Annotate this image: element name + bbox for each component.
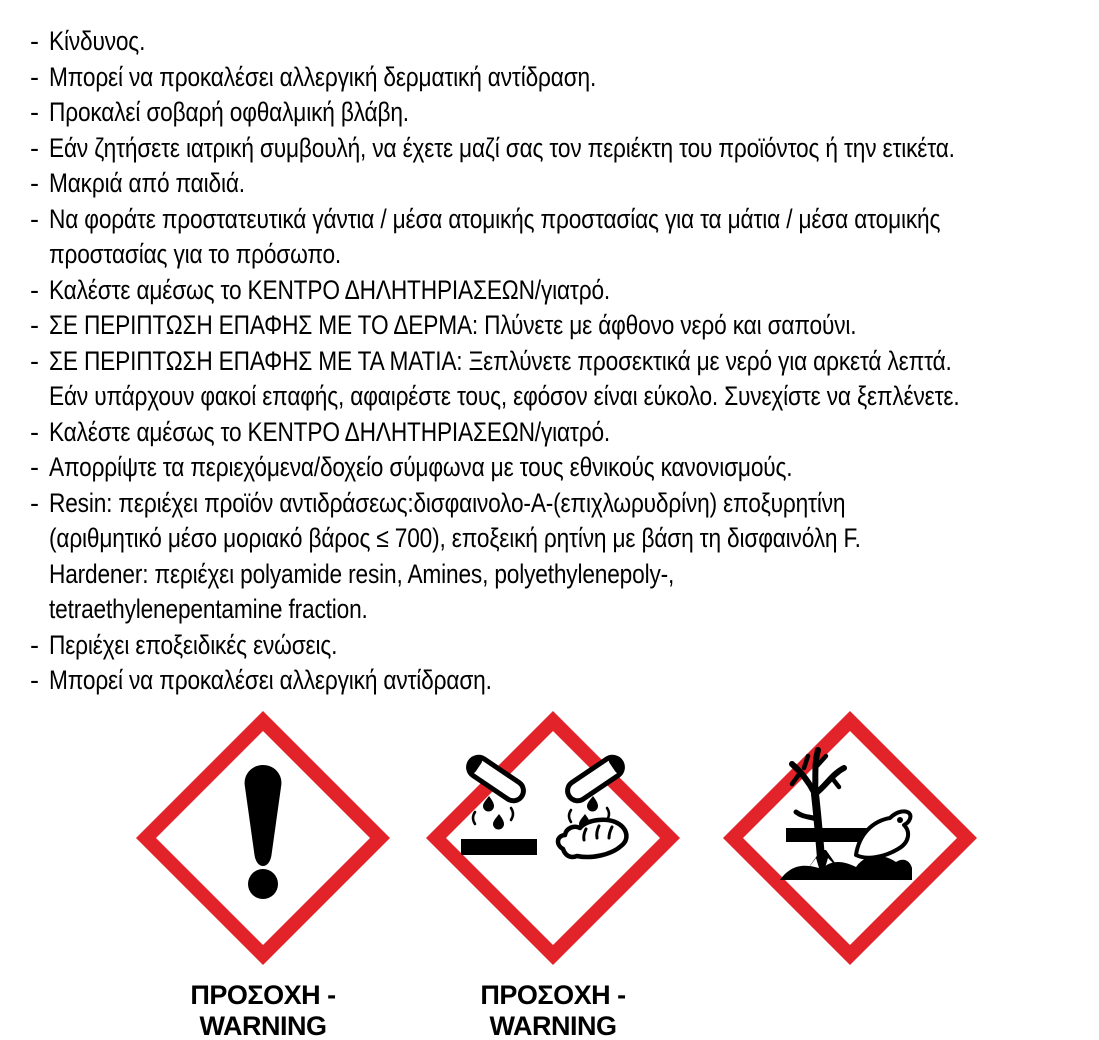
statement-text: Απορρίψτε τα περιεχόμενα/δοχείο σύμφωνα με τους εθνικούς κανονισμούς.	[49, 452, 793, 482]
statement-dash: -	[30, 487, 39, 518]
statement-line	[0, 344, 1099, 380]
statement-line	[0, 663, 1099, 699]
statement-text: Hardener: περιέχει polyamide resin, Amines, polyethylenepoly-,	[49, 558, 675, 589]
statement-text: Καλέστε αμέσως το ΚΕΝΤΡΟ ΔΗΛΗΤΗΡΙΑΣΕΩΝ/γιατρό.	[49, 274, 611, 305]
statement-text: Να φοράτε προστατευτικά γάντια / μέσα ατομικής προστασίας για τα μάτια / μέσα ατομικής	[49, 203, 941, 234]
corrosion-icon	[423, 708, 683, 968]
statement-dash: -	[30, 97, 39, 127]
statement-text: Εάν υπάρχουν φακοί επαφής, αφαιρέστε τους, εφόσον είναι εύκολο. Συνεχίστε να ξεπλένετε.	[49, 381, 960, 411]
statement-line	[0, 60, 1099, 96]
statement-text: Προκαλεί σοβαρή οφθαλμική βλάβη.	[49, 97, 409, 127]
statement-line	[0, 415, 1099, 451]
statement-line	[0, 592, 1099, 628]
signal-word-label	[720, 980, 980, 1014]
statement-line	[0, 628, 1099, 664]
statement-dash: -	[30, 310, 39, 340]
exclamation-mark-icon	[133, 708, 393, 968]
statement-line	[0, 237, 1099, 273]
signal-word-label: ΠΡΟΣΟΧΗ - WARNING	[190, 980, 336, 1040]
signal-word-label: ΠΡΟΣΟΧΗ - WARNING	[480, 980, 626, 1040]
statement-text: Περιέχει εποξειδικές ενώσεις.	[49, 629, 338, 660]
pictogram-row	[0, 708, 1099, 1040]
statement-line	[0, 486, 1099, 522]
statement-line	[0, 521, 1099, 557]
hazard-statements-list	[0, 24, 1099, 699]
statement-dash: -	[30, 345, 39, 376]
statement-text: (αριθμητικό μέσο μοριακό βάρος ≤ 700), εποξεική ρητίνη με βάση τη δισφαινόλη F.	[49, 523, 861, 553]
statement-line	[0, 450, 1099, 486]
statement-dash: -	[30, 629, 39, 660]
statement-text: Μπορεί να προκαλέσει αλλεργική δερματική αντίδραση.	[49, 61, 597, 92]
statement-line	[0, 95, 1099, 131]
pictogram-corrosion	[423, 708, 683, 1040]
statement-dash: -	[30, 416, 39, 447]
statement-text: tetraethylenepentamine fraction.	[49, 594, 368, 624]
pictogram-environment	[720, 708, 980, 1014]
statement-dash: -	[30, 61, 39, 92]
statement-text: Καλέστε αμέσως το ΚΕΝΤΡΟ ΔΗΛΗΤΗΡΙΑΣΕΩΝ/γιατρό.	[49, 416, 611, 447]
statement-text: Μακριά από παιδιά.	[49, 168, 245, 198]
statement-dash: -	[30, 203, 39, 234]
statement-dash: -	[30, 26, 39, 56]
statement-text: Μπορεί να προκαλέσει αλλεργική αντίδραση.	[49, 665, 492, 695]
statement-line	[0, 557, 1099, 593]
statement-line	[0, 273, 1099, 309]
statement-line	[0, 202, 1099, 238]
statement-text: προστασίας για το πρόσωπο.	[49, 239, 342, 269]
statement-dash: -	[30, 274, 39, 305]
environment-icon	[720, 708, 980, 968]
statement-dash: -	[30, 452, 39, 482]
statement-text: ΣΕ ΠΕΡΙΠΤΩΣΗ ΕΠΑΦΗΣ ΜΕ ΤΑ ΜΑΤΙΑ: Ξεπλύνετε προσεκτικά με νερό για αρκετά λεπτά.	[49, 345, 952, 376]
statement-dash: -	[30, 132, 39, 163]
statement-text: Resin: περιέχει προϊόν αντιδράσεως:δισφαινολο-A-(επιχλωρυδρίνη) εποξυρητίνη	[49, 487, 846, 518]
statement-line	[0, 24, 1099, 60]
statement-text: Εάν ζητήσετε ιατρική συμβουλή, να έχετε μαζί σας τον περιέκτη του προϊόντος ή την ετικέτα.	[49, 132, 955, 163]
statement-line	[0, 379, 1099, 415]
statement-dash: -	[30, 665, 39, 695]
statement-text: Κίνδυνος.	[49, 26, 146, 56]
statement-line	[0, 131, 1099, 167]
statement-line	[0, 166, 1099, 202]
statement-dash: -	[30, 168, 39, 198]
statement-text: ΣΕ ΠΕΡΙΠΤΩΣΗ ΕΠΑΦΗΣ ΜΕ ΤΟ ΔΕΡΜΑ: Πλύνετε με άφθονο νερό και σαπούνι.	[49, 310, 857, 340]
pictogram-exclamation	[133, 708, 393, 1040]
statement-line	[0, 308, 1099, 344]
